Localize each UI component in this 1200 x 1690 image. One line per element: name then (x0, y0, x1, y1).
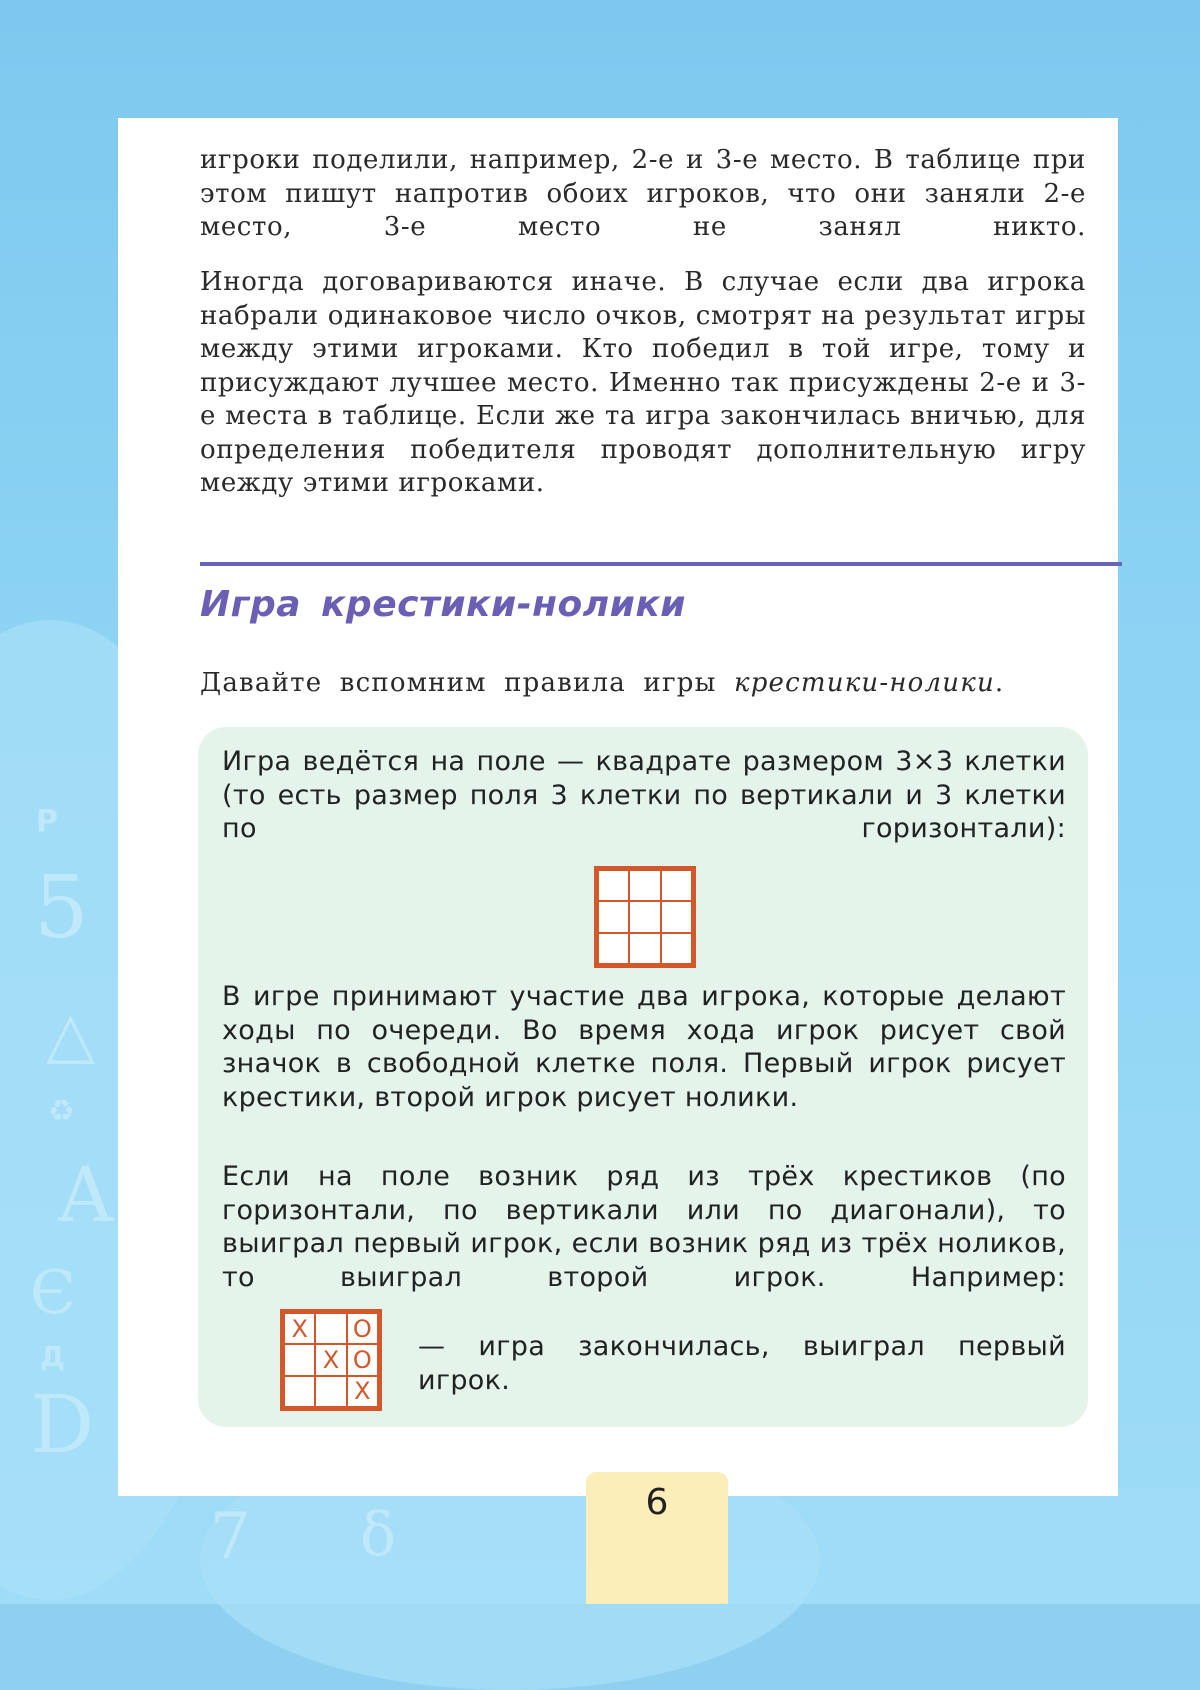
board-cell: X (347, 1376, 378, 1407)
empty-board-diagram (594, 866, 696, 968)
decorative-letter-icon: P (36, 804, 58, 839)
example-result (418, 1330, 1066, 1397)
board-cell (598, 901, 629, 932)
decorative-letter-icon: D (30, 1378, 95, 1471)
paragraph-tie-rule: игроки поделили, например, 2-е и 3-е место. В таблице при этом пишут напротив обоих игроков, что они заняли 2-е место, 3-е место не занял никто. (200, 145, 1086, 242)
intro-text: Давайте вспомним правила игры (200, 668, 717, 698)
board-cell (315, 1376, 346, 1407)
decorative-digit-icon: 7 (210, 1500, 251, 1574)
board-cell: X (284, 1313, 315, 1344)
decorative-letter-icon: A (58, 1150, 113, 1239)
rule-winning: Если на поле возник ряд из трёх крестиков (по горизонтали, по вертикали или по диагонали), то выиграл первый игрок, если возник ряд из трёх ноликов, то выиграл второй игрок. Например: (222, 1161, 1066, 1293)
result-line-2: игрок. (418, 1364, 511, 1396)
board-cell (661, 901, 692, 932)
page-number: 6 (645, 1482, 669, 1523)
board-cell (661, 870, 692, 901)
board-cell (598, 933, 629, 964)
intro-period: . (994, 668, 1005, 698)
board-cell (598, 870, 629, 901)
heading-word-game: Игра (200, 584, 301, 625)
paragraph-alternative-rule: Иногда договариваются иначе. В случае если два игрока набрали одинаковое число очков, смотрят на результат игры между этими игроками. Кто победил в той игре, тому и присуждают лучшее место. Именно так присуждены 2-е и 3-е места в таблице. Если же та игра закончилась вничью, для определения победителя проводят дополнительную игру между этими игроками. (200, 267, 1086, 498)
board-cell (284, 1344, 315, 1375)
decorative-letter-icon: Є (30, 1258, 76, 1328)
decorative-recycle-icon: ♻ (48, 1094, 75, 1129)
heading-word-tictactoe: крестики-нолики (321, 584, 687, 625)
board-cell: O (347, 1344, 378, 1375)
decorative-digit-icon: 5 (34, 858, 89, 958)
board-cell: X (315, 1344, 346, 1375)
intro-italic-term: крестики-нолики (733, 668, 995, 698)
rule-field-size: Игра ведётся на поле — квадрате размером 3×3 клетки (то есть размер поля 3 клетки по вертикали и 3 клетки по горизонтали): (222, 746, 1066, 844)
section-intro (200, 668, 1004, 698)
decorative-triangle-icon: △ (46, 998, 96, 1072)
section-heading (200, 584, 686, 625)
board-cell (629, 870, 660, 901)
decorative-letter-icon: δ (360, 1500, 397, 1570)
board-cell (661, 933, 692, 964)
board-cell (629, 933, 660, 964)
board-cell (315, 1313, 346, 1344)
decorative-letter-icon: Д (40, 1340, 65, 1373)
rule-turns: В игре принимают участие два игрока, которые делают ходы по очереди. Во время хода игрок рисует свой значок в свободной клетке поля. Первый игрок рисует крестики, второй игрок рисует нолики. (222, 981, 1066, 1113)
example-board-diagram (280, 1309, 382, 1411)
result-line-1: — игра закончилась, выиграл первый (418, 1331, 1066, 1362)
board-cell (284, 1376, 315, 1407)
board-cell: O (347, 1313, 378, 1344)
section-divider (200, 562, 1122, 566)
board-cell (629, 901, 660, 932)
